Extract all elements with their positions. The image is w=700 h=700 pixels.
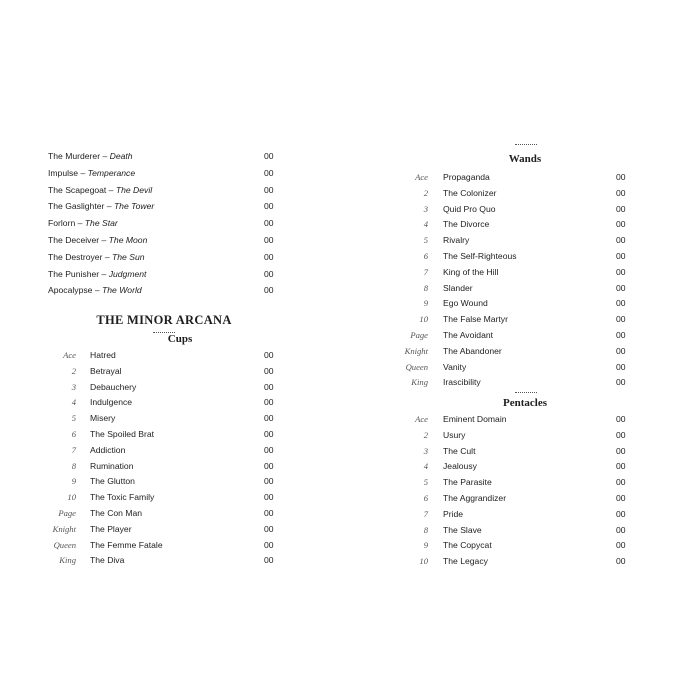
cups-entry [0,538,274,554]
card-rank: 9 [423,298,428,309]
entry-name: Ego Wound [443,298,488,309]
entry-name: The False Martyr [443,314,508,325]
card-rank: 5 [423,477,428,488]
wands-entry [352,217,626,233]
entry-name: The Legacy [443,556,488,567]
wands-entry [352,186,626,202]
card-rank: 10 [419,314,428,325]
pentacles-entry [352,523,626,539]
entry-name: Apocalypse [48,285,93,296]
entry-dash: – [99,268,109,279]
entry-title [48,249,145,266]
entry-dash: – [75,218,85,229]
page-number: 00 [264,476,274,487]
entry-name: Slander [443,282,473,293]
entry-name: The Copycat [443,540,492,551]
page-number: 00 [616,298,626,309]
major-arcana-entry [48,198,280,215]
entry-name: The Parasite [443,477,492,488]
card-rank: 4 [423,461,428,472]
entry-dash: – [99,234,109,245]
major-arcana-list [48,148,280,299]
entry-name: The Toxic Family [90,492,155,503]
major-arcana-entry [48,215,280,232]
entry-card-name: The Devil [115,184,153,195]
cups-entry [0,506,274,522]
cups-entry [0,474,274,490]
card-rank: King [59,555,76,566]
wands-entry [352,202,626,218]
pentacles-entry [352,538,626,554]
card-rank: 2 [423,187,428,198]
page-number: 00 [264,507,274,518]
entry-name: The Gaslighter [48,201,105,212]
page-number: 00 [264,397,274,408]
entry-name: Betrayal [90,365,122,376]
page-number: 00 [616,377,626,388]
entry-name: Forlorn [48,218,76,229]
cups-heading: Cups [167,333,193,345]
cups-entry [0,443,274,459]
entry-name: The Con Man [90,507,143,518]
cups-entry [0,411,274,427]
pentacles-heading: Pentacles [503,397,547,409]
entry-name: The Divorce [443,219,490,230]
entry-name: The Deceiver [48,234,100,245]
entry-name: Usury [443,429,466,440]
page-number: 00 [616,445,626,456]
entry-title [48,266,146,283]
major-arcana-entry [48,232,280,249]
card-rank: 8 [423,282,428,293]
entry-card-name: Temperance [87,167,136,178]
cups-entry [0,348,274,364]
pentacles-entry [352,554,626,570]
page-number: 00 [264,201,274,212]
pentacles-entry [352,428,626,444]
entry-name: Eminent Domain [443,414,507,424]
cups-entry [0,553,274,569]
card-rank: Queen [53,539,76,550]
entry-name: The Scapegoat [48,184,107,195]
entry-title [48,215,118,232]
entry-card-name: Judgment [108,268,147,279]
wands-entry [352,328,626,344]
page-number: 00 [616,524,626,535]
card-rank: 8 [423,524,428,535]
pentacles-entry [352,459,626,475]
page-number: 00 [264,523,274,534]
card-rank: 6 [71,428,76,439]
entry-card-name: The World [102,285,142,296]
wands-list [352,170,626,391]
card-rank: 10 [67,492,76,503]
entry-name: The Avoidant [443,329,494,340]
wands-entry [352,375,626,391]
card-rank: Ace [63,350,76,360]
entry-name: Irascibility [443,377,481,388]
entry-card-name: Death [109,151,133,161]
major-arcana-entry [48,249,280,266]
pentacles-entry [352,412,626,428]
page-number: 00 [264,218,274,229]
cups-list [0,348,274,569]
wands-heading: Wands [508,153,542,165]
entry-dash: – [100,151,110,161]
card-rank: 4 [71,397,76,408]
card-rank: Ace [415,172,428,182]
page-number: 00 [264,184,274,195]
page-number: 00 [616,172,626,182]
pentacles-entry [352,444,626,460]
wands-entry [352,344,626,360]
page-number: 00 [264,167,274,178]
wands-entry [352,170,626,186]
cups-entry [0,459,274,475]
card-rank: Page [410,329,428,340]
page-number: 00 [616,266,626,277]
entry-dash: – [104,201,114,212]
card-rank: 6 [423,250,428,261]
entry-card-name: The Tower [113,201,155,212]
card-rank: 2 [71,365,76,376]
cups-entry [0,364,274,380]
entry-title [48,165,135,182]
card-rank: Knight [404,345,428,356]
pentacles-heading-rule [515,392,537,393]
entry-dash: – [78,167,88,178]
entry-name: The Punisher [48,268,100,279]
page-number: 00 [616,314,626,325]
cups-entry [0,395,274,411]
page-number: 00 [616,414,626,424]
page-number: 00 [616,187,626,198]
entry-name: Misery [90,413,116,424]
major-arcana-entry [48,282,280,299]
pentacles-entry [352,507,626,523]
entry-name: The Diva [90,555,125,566]
card-rank: Ace [415,414,428,424]
page-number: 00 [264,413,274,424]
entry-name: Vanity [443,361,467,372]
page-number: 00 [616,219,626,230]
card-rank: Queen [405,361,428,372]
page-number: 00 [616,361,626,372]
entry-name: The Self-Righteous [443,250,517,261]
entry-name: The Slave [443,524,482,535]
entry-card-name: The Star [84,218,118,229]
page-number: 00 [264,285,274,296]
card-rank: 7 [423,508,428,519]
entry-name: Hatred [90,350,116,360]
pentacles-list [352,412,626,570]
entry-card-name: The Sun [112,251,145,262]
page-number: 00 [616,282,626,293]
entry-name: Addiction [90,444,126,455]
page-number: 00 [616,477,626,488]
wands-entry [352,360,626,376]
entry-name: Debauchery [90,381,137,392]
page-number: 00 [264,234,274,245]
card-rank: 3 [423,445,428,456]
wands-entry [352,312,626,328]
card-rank: 10 [419,556,428,567]
entry-dash: – [106,184,116,195]
major-arcana-entry [48,182,280,199]
page-number: 00 [616,345,626,356]
entry-title [48,198,154,215]
wands-entry [352,233,626,249]
major-arcana-entry [48,148,280,165]
entry-name: The Abandoner [443,345,502,356]
card-rank: Page [58,507,76,518]
page-number: 00 [264,350,274,360]
wands-entry [352,281,626,297]
cups-entry [0,427,274,443]
page-number: 00 [616,492,626,503]
card-rank: 7 [423,266,428,277]
page-number: 00 [616,556,626,567]
page-number: 00 [616,250,626,261]
entry-name: Rumination [90,460,134,471]
card-rank: 4 [423,219,428,230]
minor-arcana-heading: THE MINOR ARCANA [96,313,232,327]
wands-entry [352,265,626,281]
card-rank: 2 [423,429,428,440]
pentacles-entry [352,475,626,491]
pentacles-entry [352,491,626,507]
entry-dash: – [92,285,102,296]
entry-name: The Glutton [90,476,135,487]
cups-entry [0,522,274,538]
entry-name: Quid Pro Quo [443,203,496,214]
entry-name: The Colonizer [443,187,497,198]
page-number: 00 [264,460,274,471]
card-rank: Knight [52,523,76,534]
wands-entry [352,249,626,265]
card-rank: 3 [71,381,76,392]
entry-name: Indulgence [90,397,133,408]
card-rank: King [411,377,428,388]
page-number: 00 [616,461,626,472]
entry-title [48,282,142,299]
entry-name: The Cult [443,445,476,456]
page-number: 00 [616,508,626,519]
entry-name: The Aggrandizer [443,492,507,503]
card-rank: 5 [71,413,76,424]
entry-title [48,182,152,199]
entry-name: Propaganda [443,172,490,182]
entry-card-name: The Moon [108,234,148,245]
entry-name: Pride [443,508,464,519]
page-number: 00 [616,329,626,340]
page-number: 00 [264,151,274,161]
card-rank: 9 [423,540,428,551]
page-number: 00 [616,540,626,551]
card-rank: 7 [71,444,76,455]
page-number: 00 [264,555,274,566]
cups-entry [0,490,274,506]
major-arcana-entry [48,266,280,283]
page-number: 00 [616,235,626,246]
entry-name: Jealousy [443,461,477,472]
page-number: 00 [264,381,274,392]
entry-name: The Spoiled Brat [90,428,155,439]
entry-name: Impulse [48,167,79,178]
entry-name: The Murderer [48,151,101,161]
wands-entry [352,296,626,312]
page-number: 00 [264,428,274,439]
page-number: 00 [264,444,274,455]
major-arcana-entry [48,165,280,182]
entry-name: The Destroyer [48,251,103,262]
card-rank: 9 [71,476,76,487]
page-number: 00 [264,251,274,262]
page-number: 00 [264,539,274,550]
entry-name: Rivalry [443,235,470,246]
entry-title [48,148,133,165]
page-number: 00 [264,365,274,376]
entry-name: The Femme Fatale [90,539,163,550]
entry-title [48,232,147,249]
page-number: 00 [616,203,626,214]
card-rank: 3 [423,203,428,214]
cups-entry [0,380,274,396]
card-rank: 6 [423,492,428,503]
entry-name: King of the Hill [443,266,499,277]
entry-dash: – [102,251,113,262]
wands-heading-rule [515,144,537,145]
card-rank: 8 [71,460,76,471]
page-number: 00 [264,268,274,279]
page-number: 00 [264,492,274,503]
page-number: 00 [616,429,626,440]
entry-name: The Player [90,523,132,534]
card-rank: 5 [423,235,428,246]
